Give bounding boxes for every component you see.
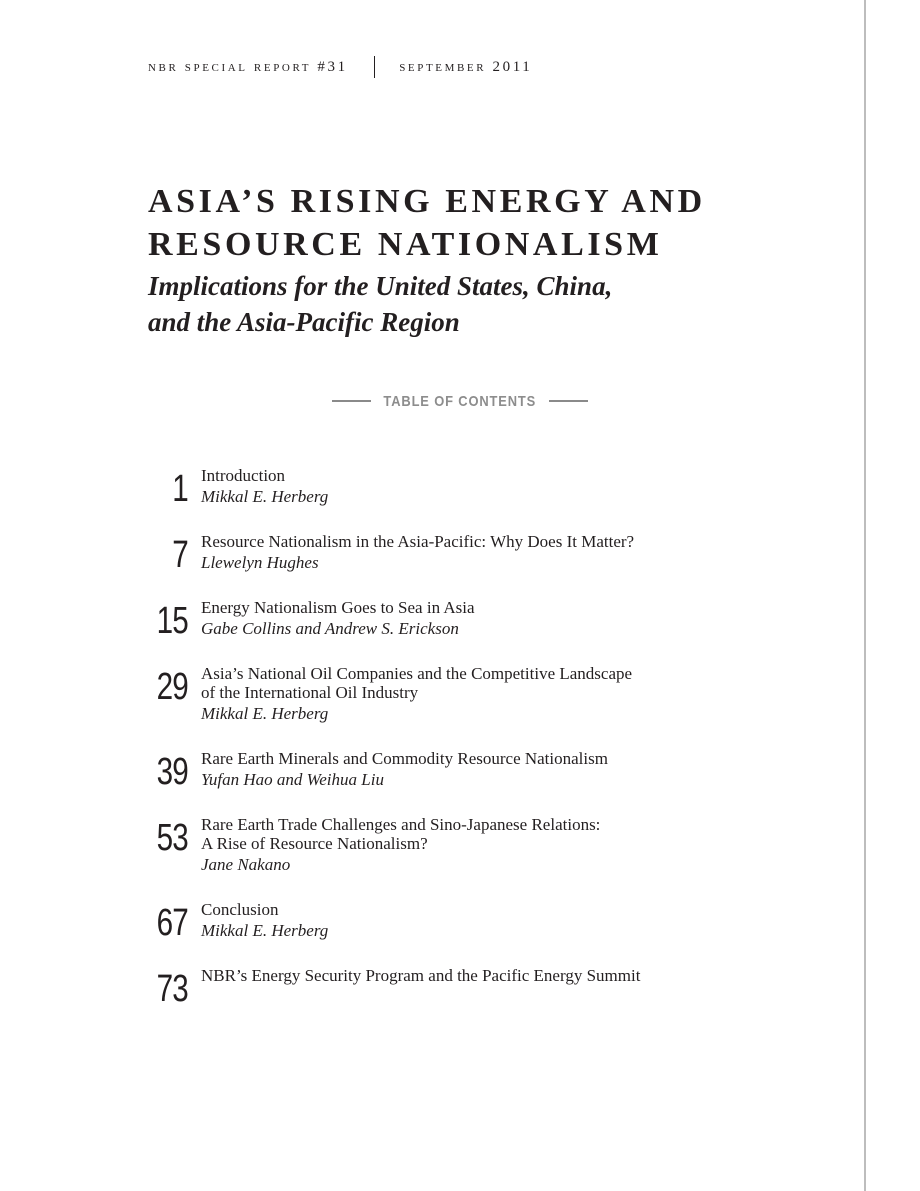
toc-entry-text xyxy=(201,664,632,725)
toc-entry-author: Mikkal E. Herberg xyxy=(201,704,329,723)
toc-entry-title: Conclusion xyxy=(201,900,279,919)
toc-entry-text xyxy=(201,900,328,942)
report-title xyxy=(148,180,788,266)
report-number: nbr special report #31 xyxy=(148,58,348,75)
toc-entry[interactable] xyxy=(140,598,740,664)
header-separator xyxy=(374,56,376,78)
toc-heading-label: TABLE OF CONTENTS xyxy=(383,392,537,410)
toc-page-number: 53 xyxy=(156,817,188,859)
report-header xyxy=(148,53,532,81)
report-title-line-1: ASIA’S RISING ENERGY AND xyxy=(148,183,706,220)
toc-rule-left xyxy=(332,400,371,402)
toc-entry-title: Introduction xyxy=(201,466,286,485)
toc-entry[interactable] xyxy=(140,466,740,532)
toc-entry-text xyxy=(201,966,640,985)
report-subtitle xyxy=(148,268,768,340)
toc-entry[interactable] xyxy=(140,815,740,900)
toc-entry[interactable] xyxy=(140,966,740,1016)
toc-entry-text xyxy=(201,749,608,791)
toc-entry-title: Rare Earth Minerals and Commodity Resource Nationalism xyxy=(201,749,608,768)
toc-entry-author: Gabe Collins and Andrew S. Erickson xyxy=(201,619,459,638)
toc-entry-title-continued: of the International Oil Industry xyxy=(201,683,419,702)
toc-heading xyxy=(332,389,588,413)
toc-entry[interactable] xyxy=(140,664,740,749)
toc-entry[interactable] xyxy=(140,900,740,966)
toc-page-number: 67 xyxy=(156,902,188,944)
toc-entry-title: NBR’s Energy Security Program and the Pacific Energy Summit xyxy=(201,966,641,985)
toc-entry-text xyxy=(201,815,600,876)
toc-page-number: 29 xyxy=(156,666,188,708)
toc-entry-author: Jane Nakano xyxy=(201,855,291,874)
report-subtitle-line-1: Implications for the United States, China, xyxy=(148,271,613,301)
toc-entry-title: Rare Earth Trade Challenges and Sino-Japanese Relations: xyxy=(201,815,601,834)
toc-entry-title: Resource Nationalism in the Asia-Pacific: Why Does It Matter? xyxy=(201,532,635,551)
toc-entry-author: Mikkal E. Herberg xyxy=(201,487,329,506)
report-title-line-2: RESOURCE NATIONALISM xyxy=(148,226,663,263)
report-subtitle-line-2: and the Asia-Pacific Region xyxy=(148,307,460,337)
toc-page-number: 73 xyxy=(156,968,188,1010)
toc-page-number: 39 xyxy=(156,751,188,793)
toc-entry-author: Llewelyn Hughes xyxy=(201,553,319,572)
page-edge-rule xyxy=(864,0,866,1191)
toc-entry-text xyxy=(201,532,634,574)
toc-entry-author: Mikkal E. Herberg xyxy=(201,921,329,940)
toc-entry[interactable] xyxy=(140,532,740,598)
toc-entry-title: Asia’s National Oil Companies and the Competitive Landscape xyxy=(201,664,633,683)
toc-entry-text xyxy=(201,466,328,508)
toc-page-number: 7 xyxy=(172,534,188,576)
toc-page-number: 1 xyxy=(172,468,188,510)
toc-entry-title: Energy Nationalism Goes to Sea in Asia xyxy=(201,598,475,617)
toc-page-number: 15 xyxy=(156,600,188,642)
toc-entry[interactable] xyxy=(140,749,740,815)
toc-entry-title-continued: A Rise of Resource Nationalism? xyxy=(201,834,428,853)
toc-entry-author: Yufan Hao and Weihua Liu xyxy=(201,770,384,789)
table-of-contents xyxy=(140,466,740,1016)
report-date: september 2011 xyxy=(399,58,533,75)
toc-rule-right xyxy=(549,400,588,402)
toc-entry-text xyxy=(201,598,475,640)
